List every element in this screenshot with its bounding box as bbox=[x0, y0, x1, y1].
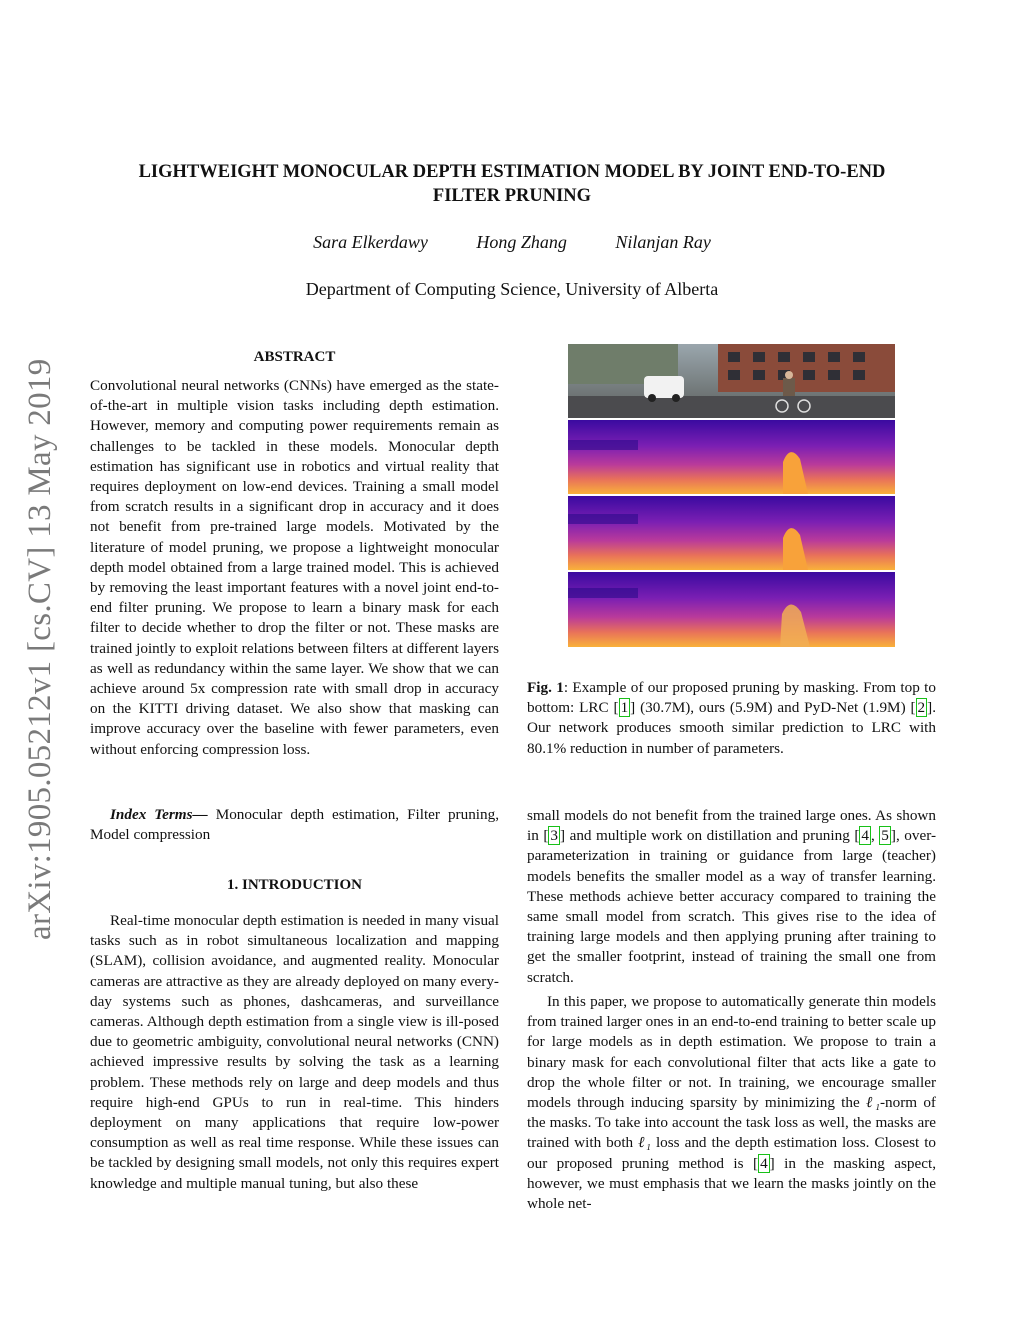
intro-section bbox=[90, 875, 499, 895]
intro-heading: 1. INTRODUCTION bbox=[226, 877, 362, 893]
citation-link-4b[interactable]: 4 bbox=[760, 1154, 768, 1172]
paper-title bbox=[90, 160, 934, 208]
title-line-1: LIGHTWEIGHT MONOCULAR DEPTH ESTIMATION MODEL BY JOINT END-TO-END bbox=[138, 162, 886, 182]
author-list bbox=[90, 232, 934, 253]
affiliation: Department of Computing Science, University of Alberta bbox=[305, 279, 719, 299]
right-p2-text-c: loss and the depth estimation loss. Closest to our proposed pruning method is bbox=[527, 1134, 937, 1172]
right-p2-text-a: In this paper, we propose to automatically generate thin models from trained larger ones in an end-to-end training to better scale up for large models as in depth estimation. We propose to train a binary mask for each convolutional filter that acts like a gate to drop the whole filter or not. In training, we encourage smaller models through inducing sparsity by minimizing the bbox=[527, 993, 936, 1112]
caption-label: Fig. 1 bbox=[527, 679, 564, 696]
right-p1-text-c: , over-parameterization in training or guidance from large (teacher) models benefits the smaller model as a way of transfer learning. These methods achieve better accuracy compared to training the same small model from scratch. This gives rise to the idea of training large models and then applying pruning after training to get the smaller footprint, instead of training the small one from scratch. bbox=[527, 827, 937, 986]
abstract-section bbox=[90, 347, 499, 367]
abstract-heading: ABSTRACT bbox=[253, 349, 336, 365]
arxiv-stamp: arXiv:1905.05212v1 [cs.CV] 13 May 2019 bbox=[22, 358, 58, 940]
caption-text-c: . Our network produces smooth similar prediction to LRC with 80.1% reduction in number of parameters. bbox=[527, 699, 936, 757]
right-p2-text-d: in the masking aspect, however, we must emphasis that we learn the masks jointly on the whole net- bbox=[527, 1154, 937, 1213]
ell1-symbol: ℓ₁ bbox=[865, 1094, 880, 1112]
ell1-symbol-b: ℓ₁ bbox=[638, 1134, 651, 1152]
author-2: Hong Zhang bbox=[476, 232, 567, 252]
index-terms-text: Monocular depth estimation, Filter pruning, Model compression bbox=[90, 806, 500, 844]
figure-caption: Fig. 1: Example of our proposed pruning by masking. From top to bottom: LRC [ 1 ] (30.7M), ours (5.9M) and PyD-Net (1.9M) [ 2 ]. Our network produces smooth similar prediction to LRC with 80.1% reduction in number of parameters. bbox=[527, 679, 936, 757]
abstract-text: Convolutional neural networks (CNNs) have emerged as the state-of-the-art in multiple vision tasks including depth estimation. However, memory and computing power requirements remain as challenges to be tackled in these models. Monocular depth estimation has significant use in robotics and virtual reality that requires deployment on low-end devices. Training a small model from scratch results in a significant drop in accuracy and it does not benefit from pre-trained large models. Motivated by the literature of model pruning, we propose a lightweight monocular depth model obtained from a large trained model. This is achieved by removing the least important features with a novel joint end-to-end filter pruning. We propose to learn a binary mask for each filter to decide whether to drop the filter or not. These masks are trained jointly to exploit relations between filters at different layers as well as redundancy within the same layer. We show that we can achieve around 5x compression rate with small drop in accuracy on the KITTI driving dataset. We also show that masking can improve accuracy over the baseline with fewer parameters, even without enforcing compression loss. bbox=[90, 377, 499, 758]
depth-panel-ours bbox=[568, 496, 895, 570]
right-p2-text-b: -norm of the masks. To take into account the task loss as well, the masks are trained with both bbox=[527, 1094, 936, 1152]
author-3: Nilanjan Ray bbox=[615, 232, 711, 252]
citation-link-1[interactable]: 1 bbox=[620, 699, 629, 717]
citation-link-3[interactable]: 3 bbox=[550, 827, 558, 845]
title-line-2: FILTER PRUNING bbox=[432, 186, 592, 206]
intro-body bbox=[90, 911, 499, 1194]
index-terms-label: Index Terms— bbox=[110, 806, 208, 823]
intro-paragraph-1: Real-time monocular depth estimation is needed in many visual tasks such as in robot simultaneous localization and mapping (SLAM), collision avoidance, and augmented reality. Monocular cameras are attractive as they are already deployed on many every-day systems such as phones, dashcameras, and surveillance cameras. Although depth estimation from a single view is ill-posed due to geometric ambiguity, convolutional neural networks (CNN) achieved impressive results by solving the task as a learning problem. These methods rely on large and deep models and thus require high-end GPUs to run in real-time. This hinders deployment on many applications that require low-power consumption as well as real time response. While these issues can be tackled by designing small models, not only this requires expert knowledge and multiple manual tuning, but also these bbox=[90, 912, 499, 1192]
citation-link-4[interactable]: 4 bbox=[861, 827, 869, 845]
depth-figure-image bbox=[568, 344, 895, 647]
depth-panel-pydnet bbox=[568, 572, 895, 647]
right-p1-text-b: and multiple work on distillation and pruning bbox=[565, 827, 855, 845]
abstract-body bbox=[90, 376, 499, 760]
depth-panel-lrc bbox=[568, 420, 895, 494]
right-paragraph-1: small models do not benefit from the trained large ones. As shown in [ 3 ] and multiple work on distillation and pruning [ 4 , 5 ], over-parameterization in training or guidance from large (teacher) models benefits the smaller model as a way of transfer learning. These methods achieve better accuracy compared to training the same small model from scratch. This gives rise to the idea of training large models and then applying pruning after training to get the smaller footprint, instead of training the small one from scratch. bbox=[527, 807, 937, 986]
rgb-input-panel bbox=[568, 344, 895, 418]
right-p1-text-a: small models do not benefit from the trained large ones. As shown in bbox=[527, 807, 936, 845]
caption-text-b: (30.7M), ours (5.9M) and PyD-Net (1.9M) bbox=[635, 699, 911, 717]
citation-link-5[interactable]: 5 bbox=[881, 827, 889, 845]
index-terms bbox=[90, 805, 499, 845]
figure-1 bbox=[568, 344, 895, 647]
author-1: Sara Elkerdawy bbox=[313, 232, 428, 252]
caption-text-a: : Example of our proposed pruning by masking. From top to bottom: LRC bbox=[527, 679, 936, 717]
right-paragraph-2: In this paper, we propose to automatically generate thin models from trained larger ones in an end-to-end training to better scale up for large models as in depth estimation. We propose to train a binary mask for each convolutional filter that acts like a gate to drop the whole filter or not. In training, we encourage smaller models through inducing sparsity by minimizing the ℓ₁-norm of the masks. To take into account the task loss as well, the masks are trained with both ℓ₁ loss and the depth estimation loss. Closest to our proposed pruning method is [ 4 ] in the masking aspect, however, we must emphasis that we learn the masks jointly on the whole net- bbox=[527, 993, 937, 1213]
citation-link-2[interactable]: 2 bbox=[917, 699, 926, 717]
